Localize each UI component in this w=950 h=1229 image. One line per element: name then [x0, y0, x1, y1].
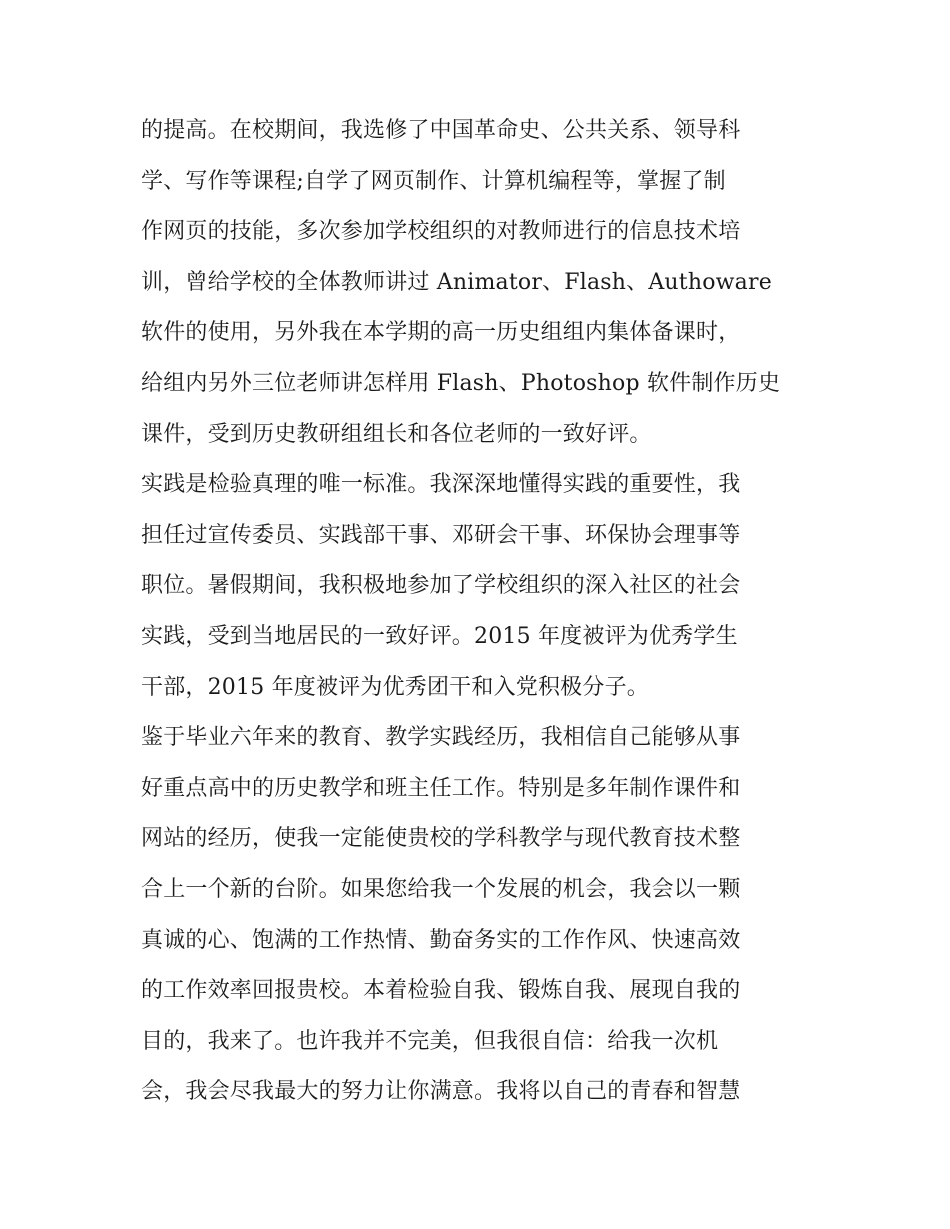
document-body: [141, 106, 821, 1118]
text-line: 实践是检验真理的唯一标准。我深深地懂得实践的重要性，我: [141, 472, 741, 498]
text-line: 干部，2015 年度被评为优秀团干和入党积极分子。: [141, 674, 649, 700]
text-line: 课件，受到历史教研组组长和各位老师的一致好评。: [141, 421, 652, 447]
text-line: 软件的使用，另外我在本学期的高一历史组组内集体备课时，: [141, 320, 741, 346]
text-line: 作网页的技能，多次参加学校组织的对教师进行的信息技术培: [141, 219, 741, 245]
text-line: 的提高。在校期间，我选修了中国革命史、公共关系、领导科: [141, 118, 741, 143]
text-line: 给组内另外三位老师讲怎样用 Flash、Photoshop 软件制作历史: [141, 370, 781, 396]
text-line: 训，曾给学校的全体教师讲过 Animator、Flash、Authoware: [141, 269, 772, 295]
text-line: 目的，我来了。也许我并不完美，但我很自信：给我一次机: [141, 1028, 719, 1054]
text-line: 会，我会尽我最大的努力让你满意。我将以自己的青春和智慧: [141, 1079, 741, 1105]
text-line: 实践，受到当地居民的一致好评。2015 年度被评为优秀学生: [141, 623, 738, 649]
text-line: 职位。暑假期间，我积极地参加了学校组织的深入社区的社会: [141, 573, 741, 599]
text-line: 真诚的心、饱满的工作热情、勤奋务实的工作作风、快速高效: [141, 927, 741, 953]
text-line: 好重点高中的历史教学和班主任工作。特别是多年制作课件和: [141, 775, 741, 801]
text-line: 鉴于毕业六年来的教育、教学实践经历，我相信自己能够从事: [141, 725, 741, 751]
text-line: 的工作效率回报贵校。本着检验自我、锻炼自我、展现自我的: [141, 978, 741, 1004]
text-line: 担任过宣传委员、实践部干事、邓研会干事、环保协会理事等: [141, 522, 741, 548]
text-line: 网站的经历，使我一定能使贵校的学科教学与现代教育技术整: [141, 826, 741, 852]
text-line: 合上一个新的台阶。如果您给我一个发展的机会，我会以一颗: [141, 876, 741, 902]
text-line: 学、写作等课程;自学了网页制作、计算机编程等，掌握了制: [141, 168, 726, 194]
